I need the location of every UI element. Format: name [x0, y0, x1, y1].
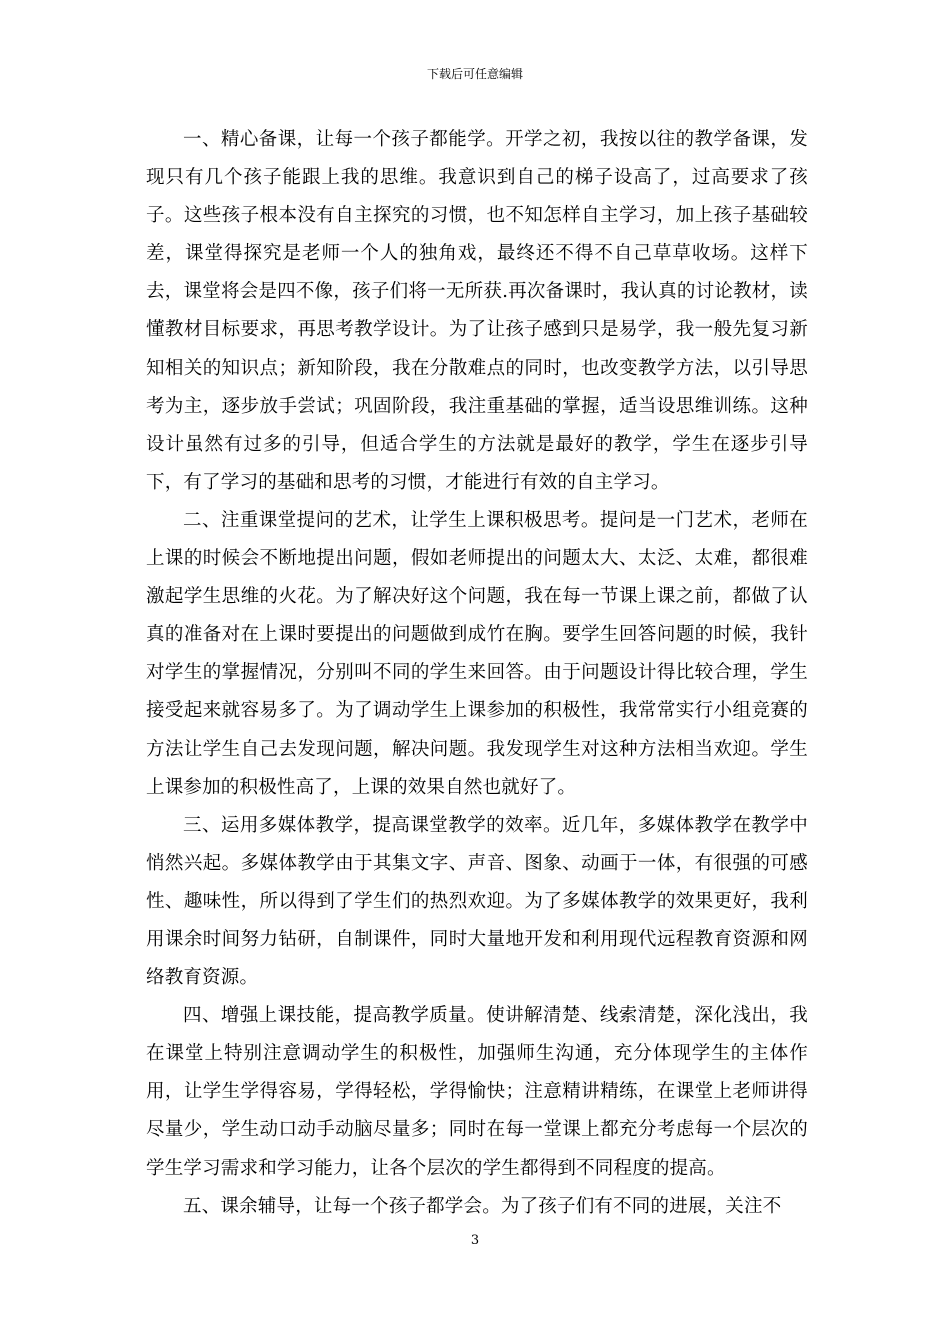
paragraph-2: 二、注重课堂提问的艺术，让学生上课积极思考。提问是一门艺术，老师在上课的时候会不断地提出问题，假如老师提出的问题太大、太泛、太难，都很难激起学生思维的火花。为了解决好这个问题，我在每一节课上课之前，都做了认真的准备对在上课时要提出的问题做到成竹在胸。要学生回答问题的时候，我针对学生的掌握情况，分别叫不同的学生来回答。由于问题设计得比较合理，学生接受起来就容易多了。为了调动学生上课参加的积极性，我常常实行小组竞赛的方法让学生自己去发现问题，解决问题。我发现学生对这种方法相当欢迎。学生上课参加的积极性高了，上课的效果自然也就好了。: [146, 509, 808, 798]
paragraph-1: 一、精心备课，让每一个孩子都能学。开学之初，我按以往的教学备课，发现只有几个孩子能跟上我的思维。我意识到自己的梯子设高了，过高要求了孩子。这些孩子根本没有自主探究的习惯，也不知怎样自主学习，加上孩子基础较差，课堂得探究是老师一个人的独角戏，最终还不得不自己草草收场。这样下去，课堂将会是四不像，孩子们将一无所获.再次备课时，我认真的讨论教材，读懂教材目标要求，再思考教学设计。为了让孩子感到只是易学，我一般先复习新知相关的知识点；新知阶段，我在分散难点的同时，也改变教学方法，以引导思考为主，逐步放手尝试；巩固阶段，我注重基础的掌握，适当设思维训练。这种设计虽然有过多的引导，但适合学生的方法就是最好的教学，学生在逐步引导下，有了学习的基础和思考的习惯，才能进行有效的自主学习。: [146, 129, 808, 493]
page-number: 3: [470, 1233, 480, 1248]
paragraph-5: 五、课余辅导，让每一个孩子都学会。为了孩子们有不同的进展，关注不: [183, 1195, 782, 1217]
document-body: [146, 121, 808, 1226]
paragraph-3: 三、运用多媒体教学，提高课堂教学的效率。近几年，多媒体教学在教学中悄然兴起。多媒体教学由于其集文字、声音、图象、动画于一体，有很强的可感性、趣味性，所以得到了学生们的热烈欢迎。为了多媒体教学的效果更好，我利用课余时间努力钻研，自制课件，同时大量地开发和利用现代远程教育资源和网络教育资源。: [146, 814, 808, 989]
page-header: 下载后可任意编辑: [426, 67, 523, 81]
paragraph-4: 四、增强上课技能，提高教学质量。使讲解清楚、线索清楚，深化浅出，我在课堂上特别注意调动学生的积极性，加强师生沟通，充分体现学生的主体作用，让学生学得容易，学得轻松，学得愉快；注意精讲精练，在课堂上老师讲得尽量少，学生动口动手动脑尽量多；同时在每一堂课上都充分考虑每一个层次的学生学习需求和学习能力，让各个层次的学生都得到不同程度的提高。: [146, 1005, 808, 1179]
